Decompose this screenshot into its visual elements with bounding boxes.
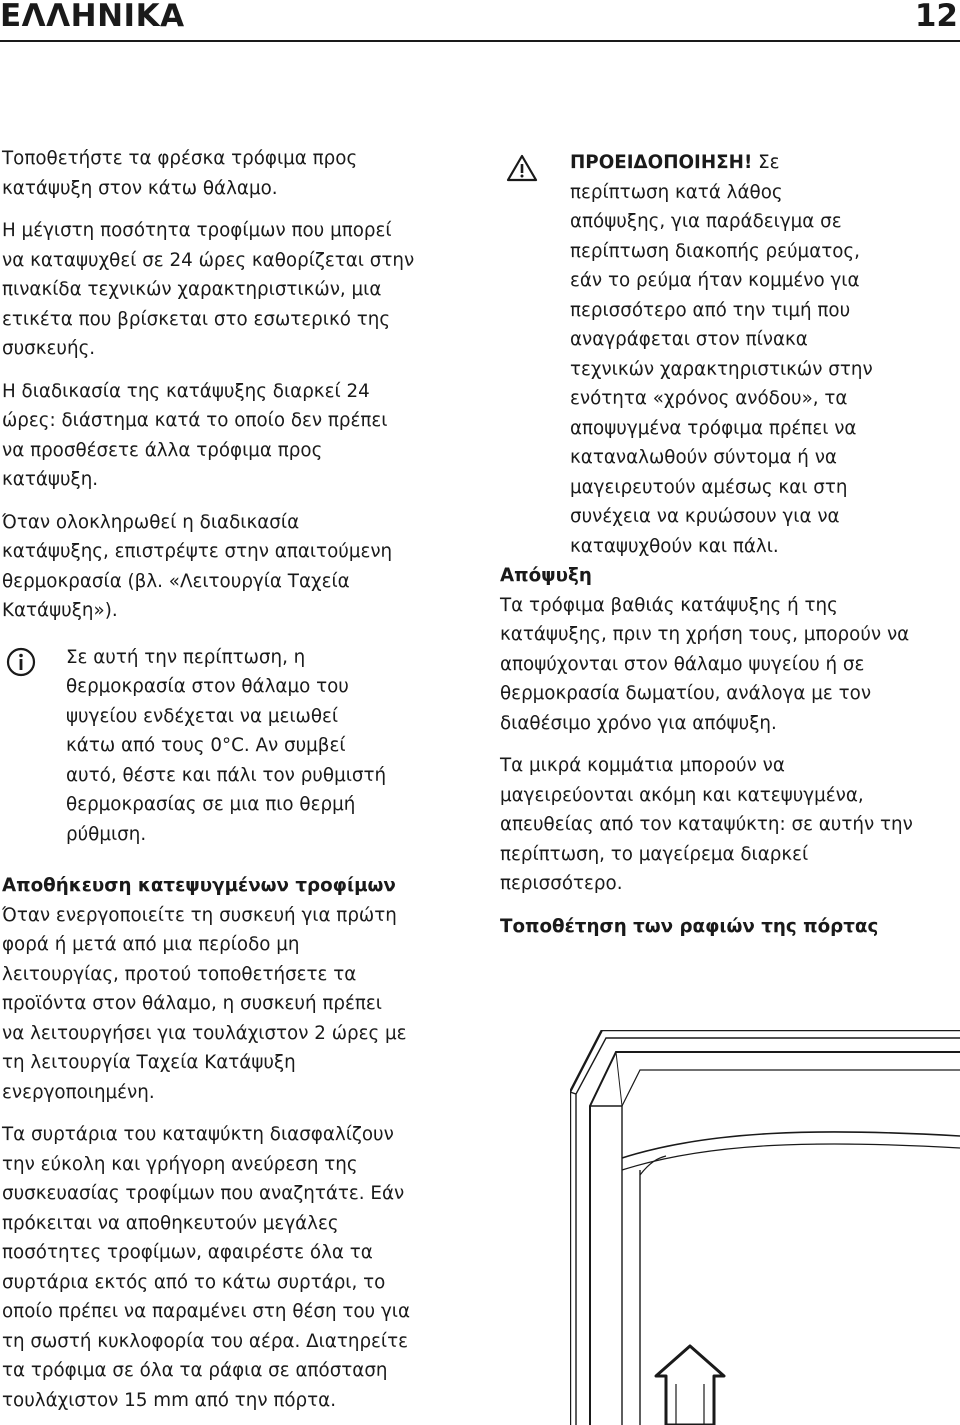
- info-note-text: Σε αυτή την περίπτωση, η θερμοκρασία στον θάλαμο του ψυγείου ενδέχεται να μειωθεί κάτω από τους 0°C. Αν συμβεί αυτό, θέστε και πάλι τον ρυθμιστή θερμοκρασίας σε μια πιο θερμή ρύθμιση.: [66, 646, 387, 845]
- info-note: [2, 643, 470, 850]
- arrow-up-icon: [656, 1346, 724, 1425]
- door-shelves-heading: Τοποθέτηση των ραφιών της πόρτας: [500, 915, 879, 937]
- paragraph-first-use: Όταν ενεργοποιείτε τη συσκευή για πρώτη φορά ή μετά από μια περίοδο μη λειτουργίας, προτού τοποθετήσετε τα προϊόντα στον θάλαμο, η συσκευή πρέπει να λειτουργήσει για τουλάχιστον 2 ώρες με τη λειτουργία Ταχεία Κατάψυξη ενεργοποιημένη.: [2, 904, 407, 1103]
- warning-icon: [506, 154, 538, 182]
- page-number: 12: [914, 0, 958, 34]
- header-rule: [0, 40, 960, 42]
- right-column: [500, 148, 960, 941]
- paragraph-drawers: Τα συρτάρια του καταψύκτη διασφαλίζουν την εύκολη και γρήγορη ανεύρεση της συσκευασίας τροφίμων που αναζητάτε. Εάν πρόκειται να αποθηκευτούν μεγάλες ποσότητες τροφίμων, αφαιρέστε όλα τα συρτάρια εκτός από το κάτω συρτάρι, το οποίο πρέπει να παραμένει στη θέση του για τη σωστή κυκλοφορία του αέρα. Διατηρείτε τα τρόφιμα σε όλα τα ράφια σε απόσταση τουλάχιστον 15 mm από την πόρτα.: [2, 1124, 410, 1411]
- paragraph-small-pieces: Τα μικρά κομμάτια μπορούν να μαγειρεύονται ακόμη και κατεψυγμένα, απευθείας από τον καταψύκτη: σε αυτήν την περίπτωση, το μαγείρεμα διαρκεί περισσότερο.: [500, 755, 913, 894]
- paragraph-return-temperature: Όταν ολοκληρωθεί η διαδικασία κατάψυξης, επιστρέψτε στην απαιτούμενη θερμοκρασία (βλ. «Λειτουργία Ταχεία Κατάψυξη»).: [2, 511, 393, 621]
- paragraph-freezing-duration: Η διαδικασία της κατάψυξης διαρκεί 24 ώρες: διάστημα κατά το οποίο δεν πρέπει να προσθέσετε άλλα τρόφιμα προς κατάψυξη.: [2, 380, 388, 490]
- paragraph-max-quantity: Η μέγιστη ποσότητα τροφίμων που μπορεί να καταψυχθεί σε 24 ώρες καθορίζεται στην πινακίδα τεχνικών χαρακτηριστικών, μια ετικέτα που βρίσκεται στο εσωτερικό της συσκευής.: [2, 220, 415, 359]
- paragraph-fresh-food: Τοποθετήστε τα φρέσκα τρόφιμα προς κατάψυξη στον κάτω θάλαμο.: [2, 148, 358, 199]
- warning-text: Σε περίπτωση κατά λάθος απόψυξης, για παράδειγμα σε περίπτωση διακοπής ρεύματος, εάν το ρεύμα ήταν κομμένο για περισσότερο από την τιμή που αναγράφεται στον πίνακα τεχνικών χαρακτηριστικών στην ενότητα «χρόνος ανόδου», τα αποψυγμένα τρόφιμα πρέπει να καταναλωθούν σύντομα ή να μαγειρευτούν αμέσως και στη συνέχεια να κρυώσουν για να καταψυχθούν και πάλι.: [570, 152, 873, 557]
- language-title: ΕΛΛΗΝΙΚΑ: [0, 0, 185, 34]
- warning-label: ΠΡΟΕΙΔΟΠΟΙΗΣΗ!: [570, 152, 753, 173]
- door-shelf-illustration: [570, 1030, 960, 1425]
- left-column: [2, 144, 470, 1415]
- info-icon: [6, 647, 36, 677]
- paragraph-defrost-method: Τα τρόφιμα βαθιάς κατάψυξης ή της κατάψυξης, πριν τη χρήση τους, μπορούν να αποψύχονται στον θάλαμο ψυγείου ή σε θερμοκρασία δωματίου, ανάλογα με τον διαθέσιμο χρόνο για απόψυξη.: [500, 594, 910, 734]
- defrost-heading: Απόψυξη: [500, 565, 592, 586]
- warning-note: [500, 148, 960, 561]
- storage-heading: Αποθήκευση κατεψυγμένων τροφίμων: [2, 875, 396, 896]
